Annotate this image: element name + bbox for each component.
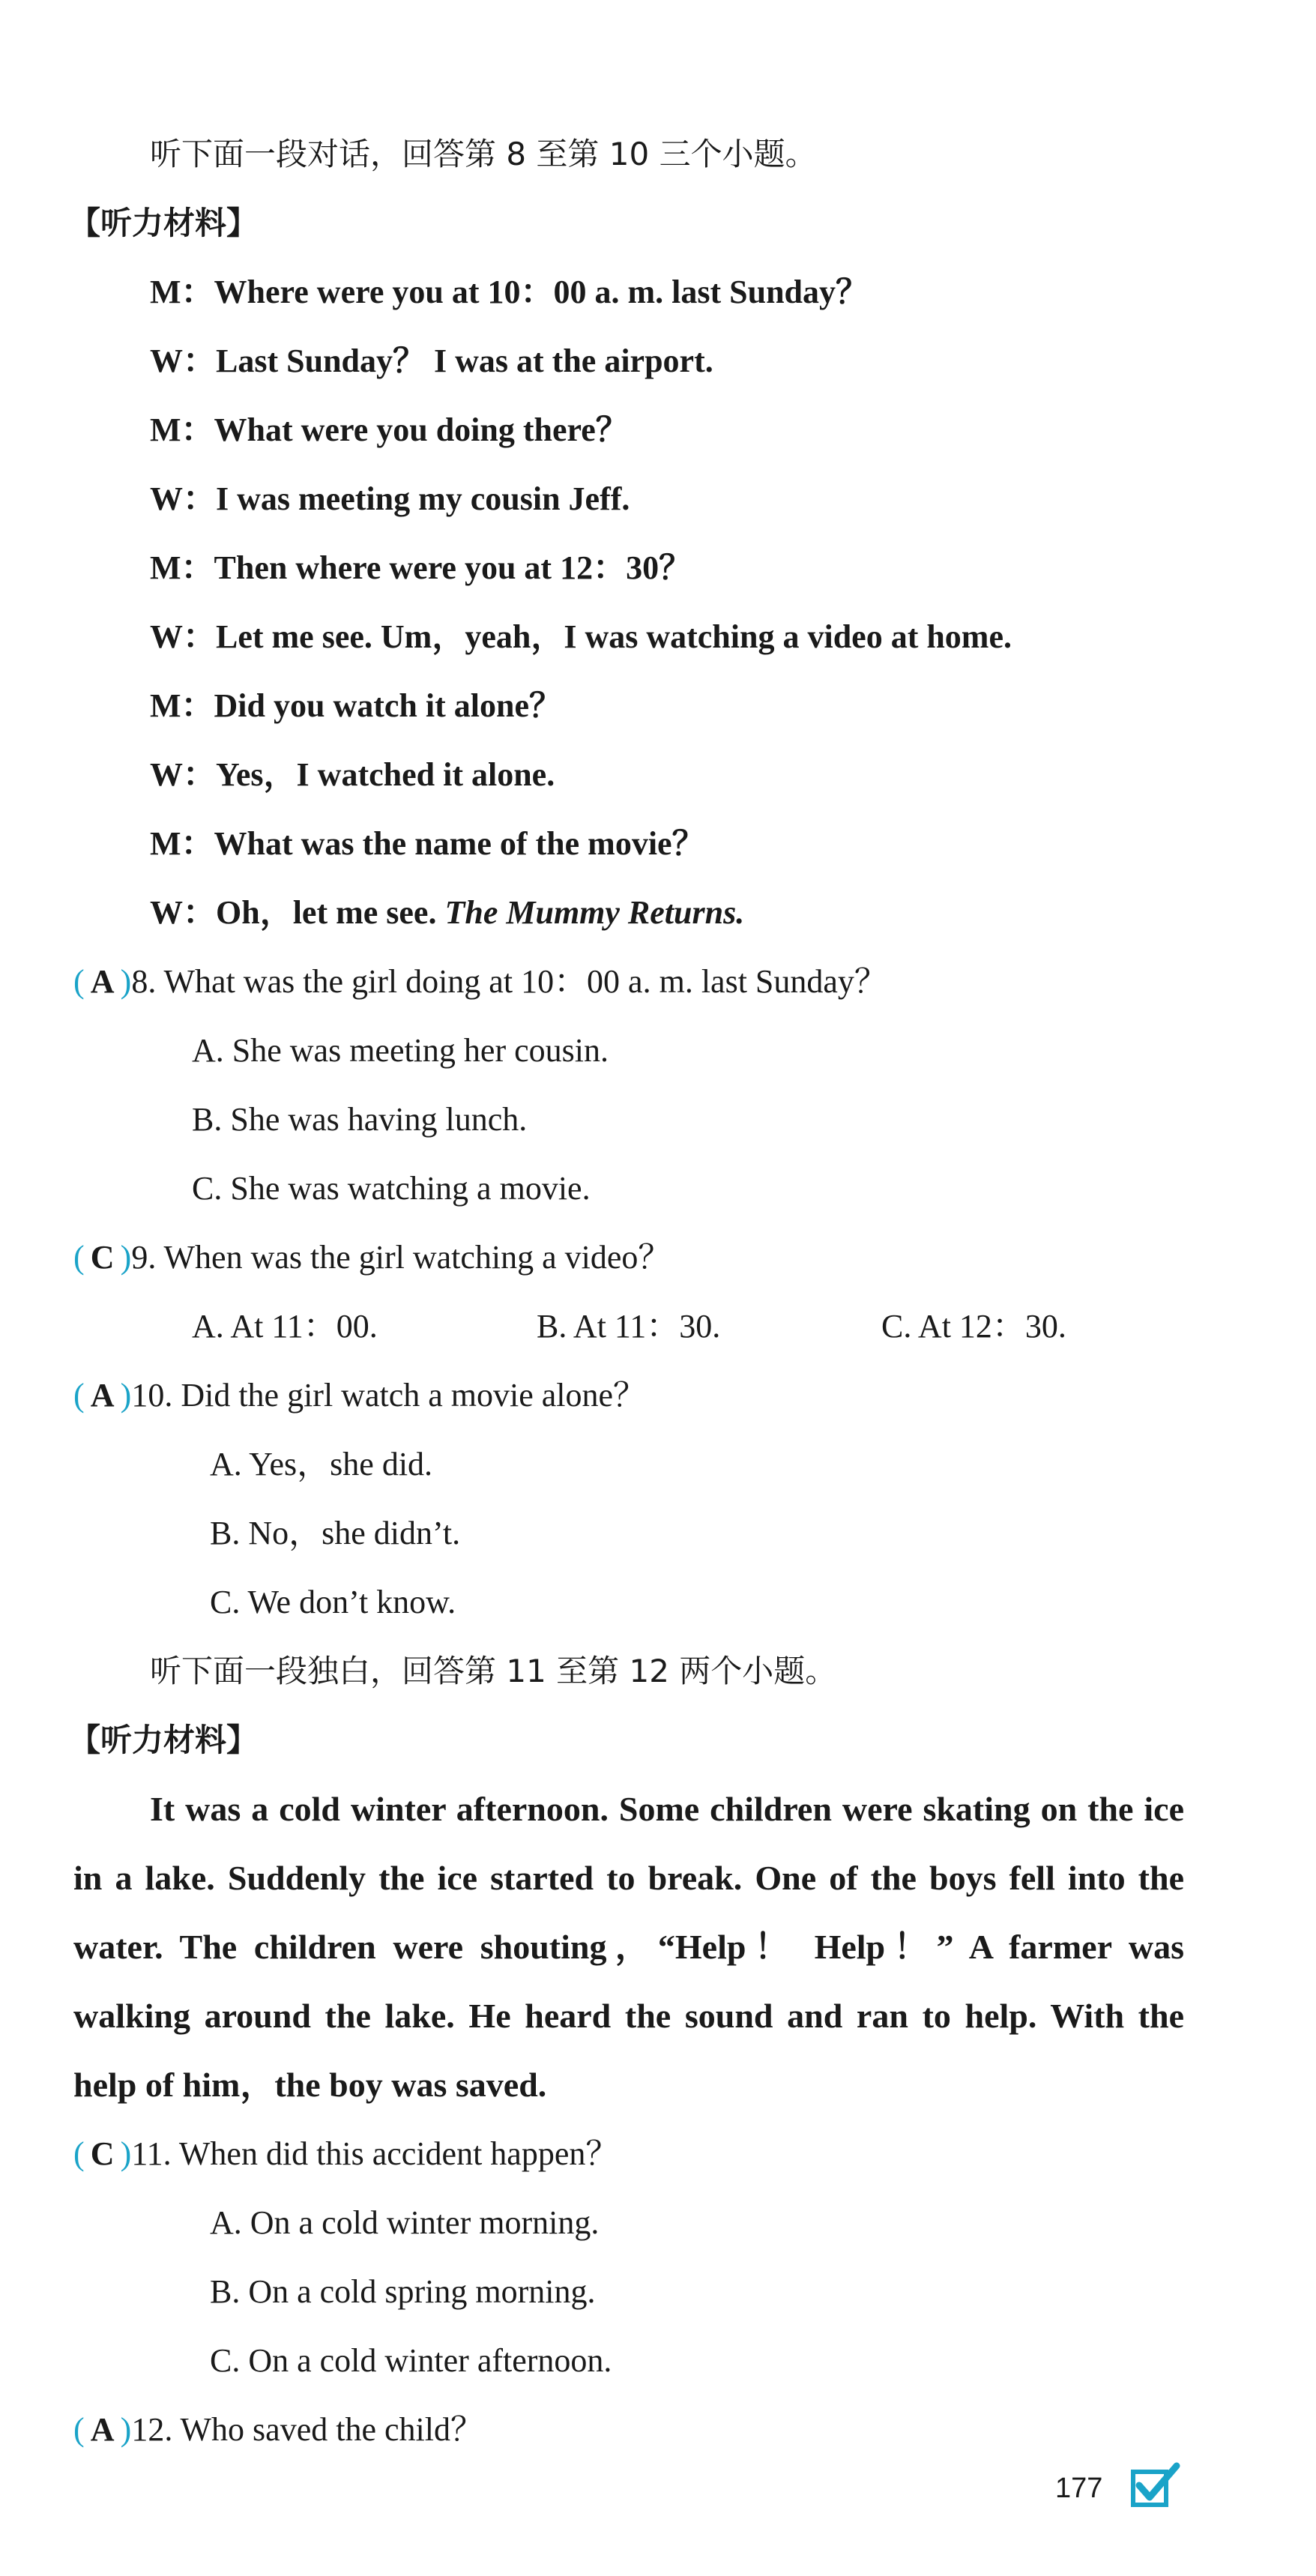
option: A. At 11：00. [192, 1308, 378, 1345]
movie-title: The Mummy Returns. [444, 894, 745, 931]
answer-mark: A [90, 1377, 115, 1414]
question-stem: ( C )9. When was the girl watching a video？ [73, 1235, 671, 1280]
answer-mark: C [90, 2135, 115, 2172]
option: B. At 11：30. [537, 1308, 721, 1345]
option: B. On a cold spring morning. [210, 2273, 596, 2310]
dialogue-line: W：Last Sunday？ I was at the airport. [150, 343, 713, 379]
dialogue-line: M：Where were you at 10：00 a. m. last Sunday？ [150, 274, 869, 310]
option: B. She was having lunch. [192, 1101, 528, 1138]
option: A. Yes，she did. [210, 1446, 433, 1482]
option: C. At 12：30. [881, 1308, 1066, 1345]
question-stem: ( A )10. Did the girl watch a movie alone？ [73, 1373, 646, 1418]
dialogue-line: M：Did you watch it alone？ [150, 687, 563, 724]
dialogue-line: W：Let me see. Um，yeah，I was watching a video at home. [150, 618, 1012, 655]
option: A. She was meeting her cousin. [192, 1032, 609, 1069]
option: C. On a cold winter afternoon. [210, 2342, 612, 2379]
question-stem: ( A )8. What was the girl doing at 10：00 a. m. last Sunday？ [73, 959, 887, 1004]
answer-mark: A [90, 2411, 115, 2448]
answer-mark: C [90, 1239, 115, 1276]
option: C. We don’t know. [210, 1584, 456, 1620]
section2-material-heading: 【听力材料】 [69, 1722, 259, 1758]
question-stem: ( C )11. When did this accident happen？ [73, 2132, 618, 2177]
page-number: 177 [1055, 2473, 1103, 2504]
section1-material-heading: 【听力材料】 [69, 205, 259, 241]
option: B. No，she didn’t. [210, 1515, 461, 1551]
listening-passage: It was a cold winter afternoon. Some children were skating on the ice in a lake. Suddenly the ice started to break. One of the boys fell into the water. The children were shouting，“Help！ Help！” A farmer was walking around the lake. He heard the sound and ran to help. With the help of him，the boy was saved. [73, 1790, 1184, 2104]
dialogue-line: W：I was meeting my cousin Jeff. [150, 480, 630, 517]
dialogue-line: W：Oh，let me see. The Mummy Returns. [150, 894, 745, 931]
question-stem: ( A )12. Who saved the child？ [73, 2407, 483, 2452]
option: C. She was watching a movie. [192, 1170, 591, 1207]
answer-mark: A [90, 963, 115, 1000]
section2-intro: 听下面一段独白，回答第 11 至第 12 两个小题。 [150, 1653, 837, 1689]
dialogue-line: M：Then where were you at 12：30？ [150, 549, 692, 586]
dialogue-line: M：What was the name of the movie？ [150, 825, 705, 862]
dialogue-line: W：Yes，I watched it alone. [150, 756, 555, 793]
checkbox-check-icon [1129, 2461, 1181, 2511]
option: A. On a cold winter morning. [210, 2204, 600, 2241]
section1-intro: 听下面一段对话，回答第 8 至第 10 三个小题。 [150, 136, 817, 172]
dialogue-line: M：What were you doing there？ [150, 411, 629, 448]
